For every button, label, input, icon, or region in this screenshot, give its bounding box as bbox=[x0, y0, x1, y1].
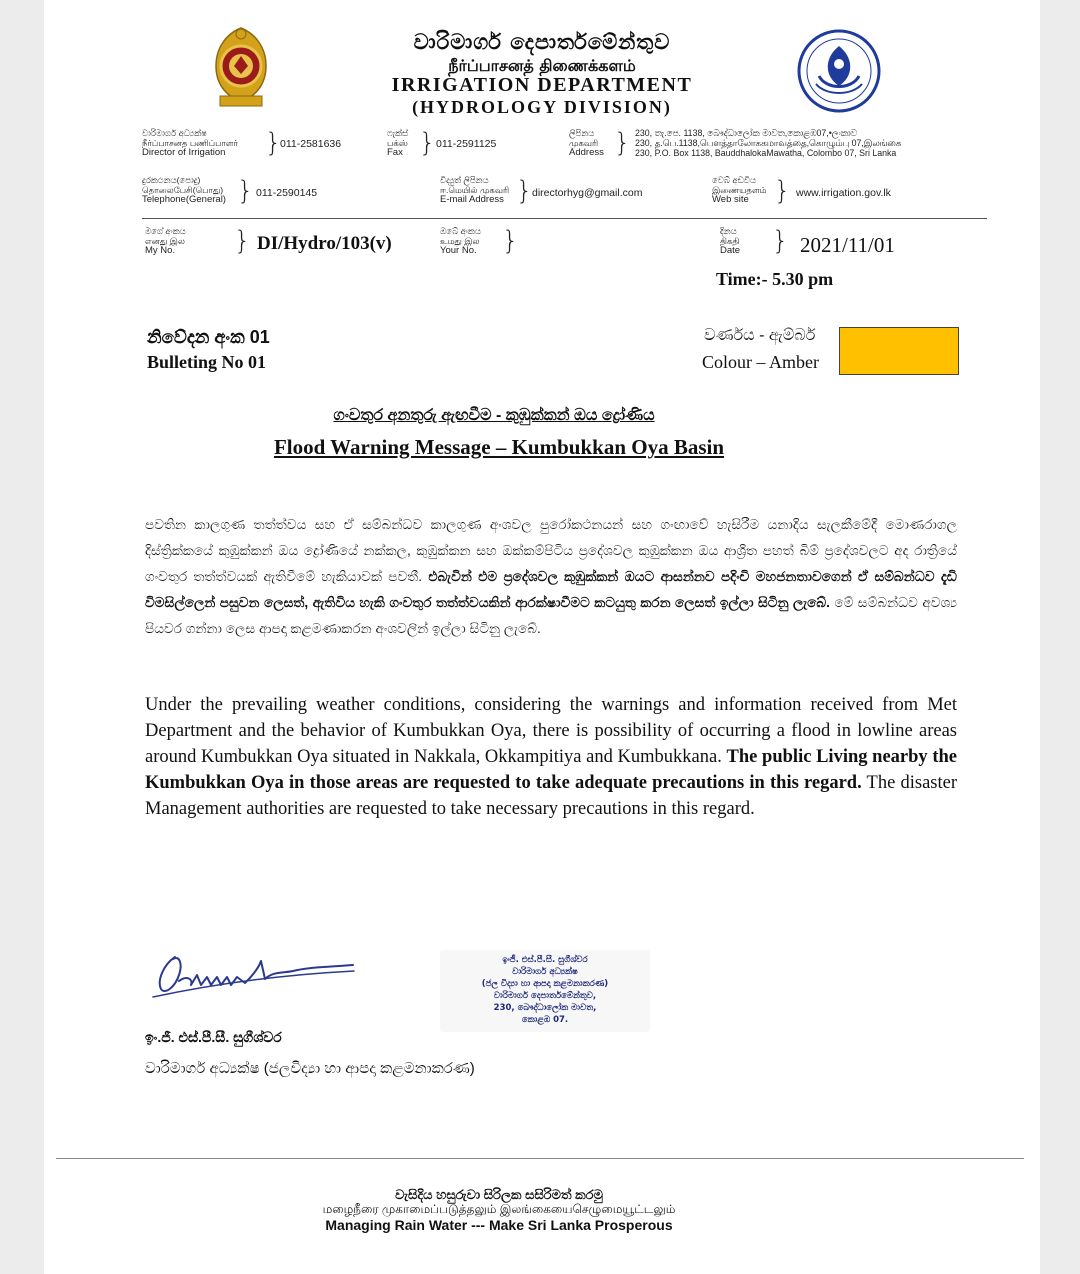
address-line-2: 230, த.பெ.1138,பௌத்தாலோககமாவத்தை,கொழும்பு 07,இலங்கை bbox=[635, 138, 902, 148]
director-label-si: වාරිමාර්ග අධ්‍යක්ෂ bbox=[142, 128, 207, 138]
brace: } bbox=[516, 176, 533, 206]
document-page bbox=[44, 0, 1040, 1274]
dept-title-sinhala: වාරිමාර්ග දෙපාර්තමේන්තුව bbox=[413, 30, 671, 54]
footer-motto-english: Managing Rain Water --- Make Sri Lanka Prosperous bbox=[325, 1217, 673, 1233]
address-value bbox=[635, 128, 901, 158]
director-phone: 011-2581636 bbox=[280, 138, 342, 150]
director-label-en: Director of Irrigation bbox=[142, 147, 226, 158]
email-value[interactable]: directorhyg@gmail.com bbox=[532, 187, 643, 199]
website-label-en: Web site bbox=[712, 194, 749, 205]
address-label-ta: முகவரி bbox=[569, 138, 599, 148]
website-value[interactable]: www.irrigation.gov.lk bbox=[796, 187, 891, 199]
telephone-label-ta: தொலைபேசி(பொது) bbox=[142, 185, 224, 195]
address-label bbox=[569, 128, 604, 158]
email-label-en: E-mail Address bbox=[440, 194, 504, 205]
division-title: (HYDROLOGY DIVISION) bbox=[412, 97, 672, 117]
date-label-ta: திகதி bbox=[720, 236, 740, 246]
stamp-line-5: 230, බෞද්ධාලෝක මාවත, bbox=[493, 1003, 597, 1013]
brace: } bbox=[234, 226, 251, 256]
address-line-1: 230, තැ.පෙ. 1138, බෞද්ධාලෝක මාවත,කොළඹ07,•ලංකාව bbox=[635, 128, 858, 138]
stamp-line-4: වාරිමාර්ග දෙපාර්තමේන්තුව, bbox=[493, 991, 597, 1001]
header-divider bbox=[142, 218, 987, 219]
footer-motto-tamil: மழைநீரை முகாமைப்படுத்தலும் இலங்கையைசெழுமையூட்டலும் bbox=[322, 1202, 676, 1216]
your-no-label bbox=[440, 226, 481, 256]
brace: } bbox=[419, 128, 436, 158]
body-paragraph-sinhala bbox=[145, 512, 957, 642]
body-paragraph-english bbox=[145, 692, 957, 822]
website-label bbox=[712, 175, 766, 205]
address-label-en: Address bbox=[569, 147, 604, 158]
fax-label bbox=[387, 128, 408, 158]
footer-divider bbox=[56, 1158, 1024, 1159]
para-si-bold-text: එබැවින් එම ප්‍රදේශවල කුඹුක්කන් ඔයට ආසන්නව පදිංචි මහජනතාවගෙන් ඒ සම්බන්ධව දැඩි විමසිල්ලෙන් පසුවන ලෙසත්, ඇතිවිය හැකි ගංවතුර තත්ත්වයකින් ආරක්ෂාවීමට කටයුතු කරන ලෙසත් ඉල්ලා සිටිනු ලැබේ. bbox=[145, 569, 958, 610]
fax-value: 011-2591125 bbox=[436, 138, 497, 150]
brace: } bbox=[265, 128, 282, 158]
date-label bbox=[720, 226, 740, 256]
para-en-text-2: The disaster Management authorities are requested to take necessary precautions in this regard. bbox=[145, 773, 957, 819]
irrigation-department-logo bbox=[794, 28, 884, 114]
address-line-3: 230, P.O. Box 1138, BauddhalokaMawatha, Colombo 07, Sri Lanka bbox=[635, 148, 897, 158]
fax-label-ta: பக்ஸ் bbox=[387, 138, 408, 148]
signatory-title: වාරිමාර්ග අධ්‍යක්ෂ (ජලවිද්‍යා හා ආපදා කළමනාකරණ) bbox=[145, 1060, 475, 1077]
stamp-line-3: (ජල විද්‍යා හා ආපදා කළමනාකරණ) bbox=[481, 979, 609, 989]
my-no-label-ta: எனது இல bbox=[145, 236, 185, 246]
official-stamp bbox=[440, 950, 650, 1032]
title-english: Flood Warning Message – Kumbukkan Oya Basin bbox=[273, 435, 725, 459]
your-no-label-si: ඔබේ අංකය bbox=[440, 226, 481, 236]
para-en-bold-text: The public Living nearby the Kumbukkan Oya in those areas are requested to take adequate precautions in this regard. bbox=[145, 747, 958, 793]
para-en-text: Under the prevailing weather conditions, considering the warnings and information received from Met Department and the behavior of Kumbukkan Oya, there is possibility of occurring a flood in lowline areas around Kumbukkan Oya situated in Nakkala, Okkampitiya and Kumbukkana. bbox=[145, 695, 957, 767]
director-label-ta: நீர்ப்பாசனத பணிப்பாளர் bbox=[142, 138, 238, 148]
bulletin-number-sinhala: නිවේදන අංක 01 bbox=[147, 327, 270, 347]
email-label bbox=[440, 175, 509, 205]
telephone-label bbox=[142, 175, 226, 205]
para-si-text-2: මේ සම්බන්ධව අවශ්‍ය පියවර ගන්නා ලෙස ආපදා කළමණාකරන අංශවලින් ඉල්ලා සිටිනු ලැබේ. bbox=[145, 595, 957, 636]
stamp-line-6: කොළඹ 07. bbox=[521, 1015, 569, 1025]
website-label-si: වෙබ් අඩවිය bbox=[712, 175, 757, 185]
fax-label-en: Fax bbox=[387, 147, 403, 158]
address-label-si: ලිපිනය bbox=[569, 128, 595, 138]
date-label-si: දිනය bbox=[720, 226, 737, 236]
my-no-label-si: මගේ අංකය bbox=[145, 226, 186, 236]
date-value: 2021/11/01 bbox=[800, 233, 895, 257]
director-label bbox=[142, 128, 238, 158]
brace: } bbox=[502, 226, 519, 256]
time-value: Time:- 5.30 pm bbox=[716, 269, 834, 289]
colour-label-sinhala: වර්ණය - ඇම්බර් bbox=[704, 327, 816, 344]
my-no-label bbox=[145, 226, 186, 256]
bulletin-number-english: Bulleting No 01 bbox=[147, 352, 267, 372]
dept-title-english: IRRIGATION DEPARTMENT bbox=[391, 74, 693, 96]
stamp-line-1: ඉංජී. එස්.පී.සී. සුගීශ්වර bbox=[502, 955, 588, 965]
email-label-ta: ஈ.மெயில் முகவரி bbox=[440, 185, 510, 195]
telephone-value: 011-2590145 bbox=[256, 187, 318, 199]
email-label-si: විද්‍යුත් ලිපිනය bbox=[440, 175, 489, 185]
footer-motto-sinhala: වැසිදිය හසුරුවා සිරිලක සසිරිමත් කරමු bbox=[395, 1187, 603, 1202]
para-si-text: පවතින කාලගුණ තත්ත්වය සහ ඒ සම්බන්ධව කාලගුණ අංශවල පුරෝකථනයන් සහ ගංඟාවේ හැසිරීම යනාදිය සැලකීමේදී මොණරාගල දිස්ත්‍රික්කයේ කුඹුක්කන් ඔය ද්‍රෝණියේ නක්කල, කුඹුක්කන සහ ඔක්කම්පිටිය ප්‍රදේශවල කුඹුක්කන ඔය ආශ්‍රිත පහත් බිම් ප්‍රදේශවලට අද රාත්‍රියේ ගංවතුර තත්ත්වයක් ඇතිවීමේ හැකියාවක් පවතී. bbox=[145, 517, 957, 584]
brace: } bbox=[772, 226, 789, 256]
dept-title-tamil: நீர்ப்பாசனத் திணைக்களம் bbox=[448, 56, 636, 75]
brace: } bbox=[774, 176, 791, 206]
my-no-value: DI/Hydro/103(v) bbox=[257, 233, 392, 254]
brace: } bbox=[237, 176, 254, 206]
website-label-ta: இணையதளம் bbox=[712, 185, 767, 195]
signatory-name: ඉං.ජී. එස්.පී.සී. සුගීශ්වර bbox=[145, 1029, 282, 1045]
stamp-line-2: වාරිමාර්ග අධ්‍යක්ෂ bbox=[512, 967, 578, 977]
handwritten-signature bbox=[149, 945, 364, 1003]
amber-colour-swatch bbox=[839, 327, 959, 375]
colour-label-english: Colour – Amber bbox=[702, 352, 819, 372]
your-no-label-ta: உமது இல bbox=[440, 236, 480, 246]
brace: } bbox=[614, 128, 631, 158]
telephone-label-si: දුරකථනය(පොදු) bbox=[142, 175, 201, 185]
title-sinhala: ගංවතුර අනතුරු ඇඟවීම - කුඹුක්කන් ඔය ද්‍රෝණිය bbox=[333, 407, 655, 424]
my-no-label-en: My No. bbox=[145, 245, 176, 256]
fax-label-si: ෆැක්ස් bbox=[387, 128, 409, 138]
telephone-label-en: Telephone(General) bbox=[142, 194, 226, 205]
date-label-en: Date bbox=[720, 245, 741, 256]
your-no-label-en: Your No. bbox=[440, 245, 477, 256]
